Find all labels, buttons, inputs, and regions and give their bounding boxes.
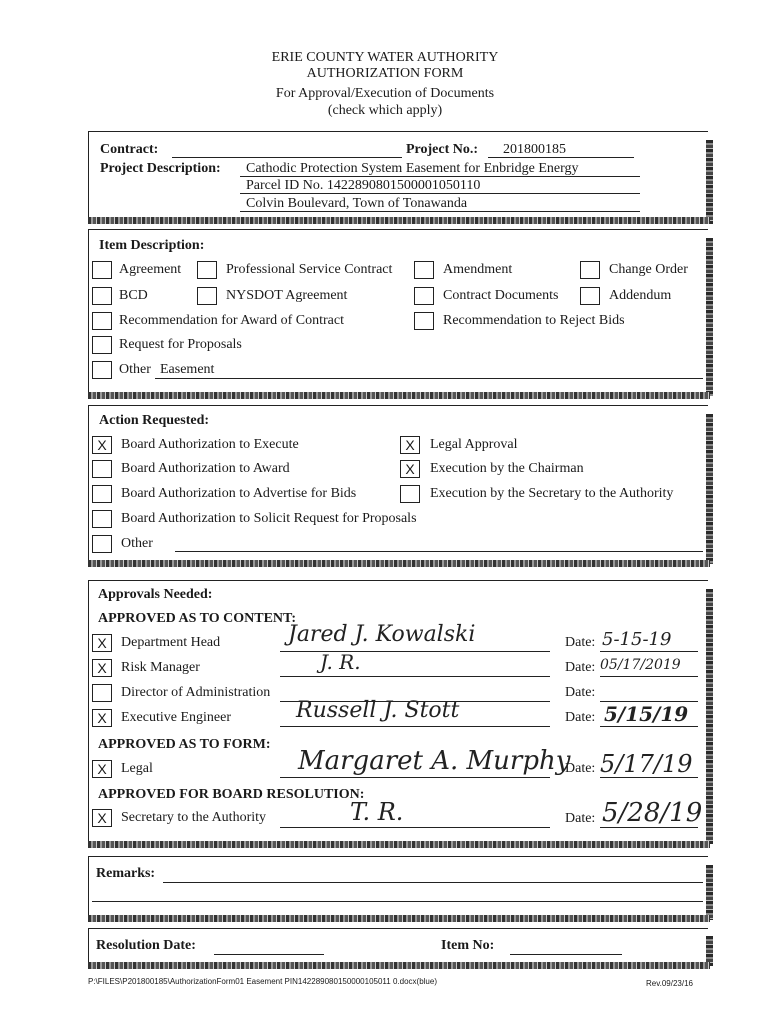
item-no-label: Item No:	[441, 938, 495, 953]
file-path-footer: P:\FILES\P201800185\AuthorizationForm01 Easement PIN142289080150000105011 0.docx(blue)	[88, 977, 437, 986]
scan-edge-strip	[88, 915, 710, 922]
item-description-title: Item Description:	[99, 238, 205, 253]
change-order-label: Change Order	[609, 262, 688, 277]
scan-edge-strip	[706, 140, 713, 224]
bcd-checkbox[interactable]	[92, 287, 112, 305]
board-solicit-checkbox[interactable]	[92, 510, 112, 528]
executive-engineer-date: 5/15/19	[604, 702, 689, 726]
department-head-signature: Jared J. Kowalski	[288, 622, 476, 647]
description-line	[240, 193, 640, 194]
agreement-checkbox[interactable]	[92, 261, 112, 279]
risk-manager-checkbox[interactable]: X	[92, 659, 112, 677]
recommendation-reject-label: Recommendation to Reject Bids	[443, 313, 625, 328]
contract-line	[172, 157, 402, 158]
contract-documents-checkbox[interactable]	[414, 287, 434, 305]
action-other-line	[175, 551, 703, 552]
description-line	[240, 176, 640, 177]
project-description-line2: Parcel ID No. 142289080150000105011​0	[246, 178, 481, 193]
change-order-checkbox[interactable]	[580, 261, 600, 279]
remarks-section	[88, 856, 708, 922]
scan-edge-strip	[706, 589, 713, 844]
project-description-label: Project Description:	[100, 161, 221, 176]
date-label: Date:	[565, 660, 596, 675]
project-no-line	[488, 157, 634, 158]
scan-edge-strip	[88, 841, 710, 848]
project-no-value: 201800185	[503, 142, 566, 157]
board-execute-label: Board Authorization to Execute	[121, 437, 299, 452]
legal-signature: Margaret A. Murphy	[298, 746, 571, 776]
date-label: Date:	[565, 635, 596, 650]
department-head-label: Department Head	[121, 635, 221, 650]
legal-approval-label: Legal Approval	[430, 437, 518, 452]
addendum-label: Addendum	[609, 288, 672, 303]
approved-board-heading: APPROVED FOR BOARD RESOLUTION:	[98, 787, 365, 802]
secretary-authority-date: 5/28/19	[602, 798, 703, 828]
revision-footer: Rev.09/23/16	[646, 979, 693, 988]
signature-line	[280, 676, 550, 677]
board-award-label: Board Authorization to Award	[121, 461, 290, 476]
professional-service-label: Professional Service Contract	[226, 262, 393, 277]
secretary-authority-checkbox[interactable]: X	[92, 809, 112, 827]
execution-secretary-checkbox[interactable]	[400, 485, 420, 503]
project-no-label: Project No.:	[406, 142, 479, 157]
scan-edge-strip	[88, 217, 710, 224]
legal-approval-checkbox[interactable]: X	[400, 436, 420, 454]
board-advertise-label: Board Authorization to Advertise for Bids	[121, 486, 357, 501]
remarks-line	[163, 882, 703, 883]
risk-manager-date: 05/17/2019	[600, 657, 681, 673]
date-label: Date:	[565, 811, 596, 826]
executive-engineer-checkbox[interactable]: X	[92, 709, 112, 727]
date-line	[600, 777, 698, 778]
director-administration-label: Director of Administration	[121, 685, 271, 700]
agreement-label: Agreement	[119, 262, 182, 277]
bcd-label: BCD	[119, 288, 148, 303]
action-other-label: Other	[121, 536, 153, 551]
approved-content-heading: APPROVED AS TO CONTENT:	[98, 611, 296, 626]
recommendation-reject-checkbox[interactable]	[414, 312, 434, 330]
resolution-date-line	[214, 954, 324, 955]
recommendation-award-checkbox[interactable]	[92, 312, 112, 330]
item-other-checkbox[interactable]	[92, 361, 112, 379]
executive-engineer-label: Executive Engineer	[121, 710, 232, 725]
date-line	[600, 676, 698, 677]
approvals-title: Approvals Needed:	[98, 587, 213, 602]
nysdot-label: NYSDOT Agreement	[226, 288, 348, 303]
signature-line	[280, 726, 550, 727]
department-head-checkbox[interactable]: X	[92, 634, 112, 652]
board-execute-checkbox[interactable]: X	[92, 436, 112, 454]
signature-line	[280, 777, 550, 778]
addendum-checkbox[interactable]	[580, 287, 600, 305]
resolution-date-label: Resolution Date:	[96, 938, 196, 953]
form-instruction: (check which apply)	[327, 103, 443, 118]
scan-edge-strip	[706, 238, 713, 396]
request-proposals-checkbox[interactable]	[92, 336, 112, 354]
scan-edge-strip	[88, 392, 710, 399]
item-other-label: Other	[119, 362, 151, 377]
risk-manager-signature: J. R.	[320, 650, 361, 674]
board-advertise-checkbox[interactable]	[92, 485, 112, 503]
signature-line	[280, 827, 550, 828]
legal-label: Legal	[121, 761, 153, 776]
legal-date: 5/17/19	[600, 750, 693, 778]
amendment-checkbox[interactable]	[414, 261, 434, 279]
executive-engineer-signature: Russell J. Stott	[296, 698, 460, 723]
remarks-line	[92, 901, 703, 902]
form-title: AUTHORIZATION FORM	[306, 66, 464, 81]
director-administration-checkbox[interactable]	[92, 684, 112, 702]
board-solicit-label: Board Authorization to Solicit Request for Proposals	[121, 511, 417, 526]
date-line	[600, 651, 698, 652]
scan-edge-strip	[88, 560, 710, 567]
scan-edge-strip	[88, 962, 710, 969]
nysdot-checkbox[interactable]	[197, 287, 217, 305]
scan-edge-strip	[706, 414, 713, 564]
execution-secretary-label: Execution by the Secretary to the Authority	[430, 486, 674, 501]
date-label: Date:	[565, 685, 596, 700]
item-other-line	[155, 378, 703, 379]
contract-label: Contract:	[100, 142, 159, 157]
item-no-line	[510, 954, 622, 955]
action-requested-title: Action Requested:	[99, 413, 210, 428]
action-other-checkbox[interactable]	[92, 535, 112, 553]
board-award-checkbox[interactable]	[92, 460, 112, 478]
execution-chairman-checkbox[interactable]: X	[400, 460, 420, 478]
date-line	[600, 726, 698, 727]
secretary-authority-signature: T. R.	[350, 798, 404, 826]
description-line	[240, 211, 640, 212]
date-label: Date:	[565, 761, 596, 776]
recommendation-award-label: Recommendation for Award of Contract	[119, 313, 344, 328]
date-label: Date:	[565, 710, 596, 725]
form-subtitle: For Approval/Execution of Documents	[275, 86, 495, 101]
contract-documents-label: Contract Documents	[443, 288, 559, 303]
approved-form-heading: APPROVED AS TO FORM:	[98, 737, 271, 752]
risk-manager-label: Risk Manager	[121, 660, 200, 675]
request-proposals-label: Request for Proposals	[119, 337, 242, 352]
professional-service-checkbox[interactable]	[197, 261, 217, 279]
remarks-label: Remarks:	[96, 866, 156, 881]
project-description-line3: Colvin Boulevard, Town of Tonawanda	[246, 196, 468, 211]
scan-edge-strip	[706, 865, 713, 920]
amendment-label: Amendment	[443, 262, 513, 277]
form-agency-title: ERIE COUNTY WATER AUTHORITY	[271, 50, 499, 65]
date-line	[600, 827, 698, 828]
item-other-value: Easement	[160, 362, 215, 377]
secretary-authority-label: Secretary to the Authority	[121, 810, 267, 825]
project-description-line1: Cathodic Protection System Easement for Enbridge Energy	[246, 161, 579, 176]
execution-chairman-label: Execution by the Chairman	[430, 461, 584, 476]
legal-checkbox[interactable]: X	[92, 760, 112, 778]
department-head-date: 5-15-19	[602, 629, 672, 650]
